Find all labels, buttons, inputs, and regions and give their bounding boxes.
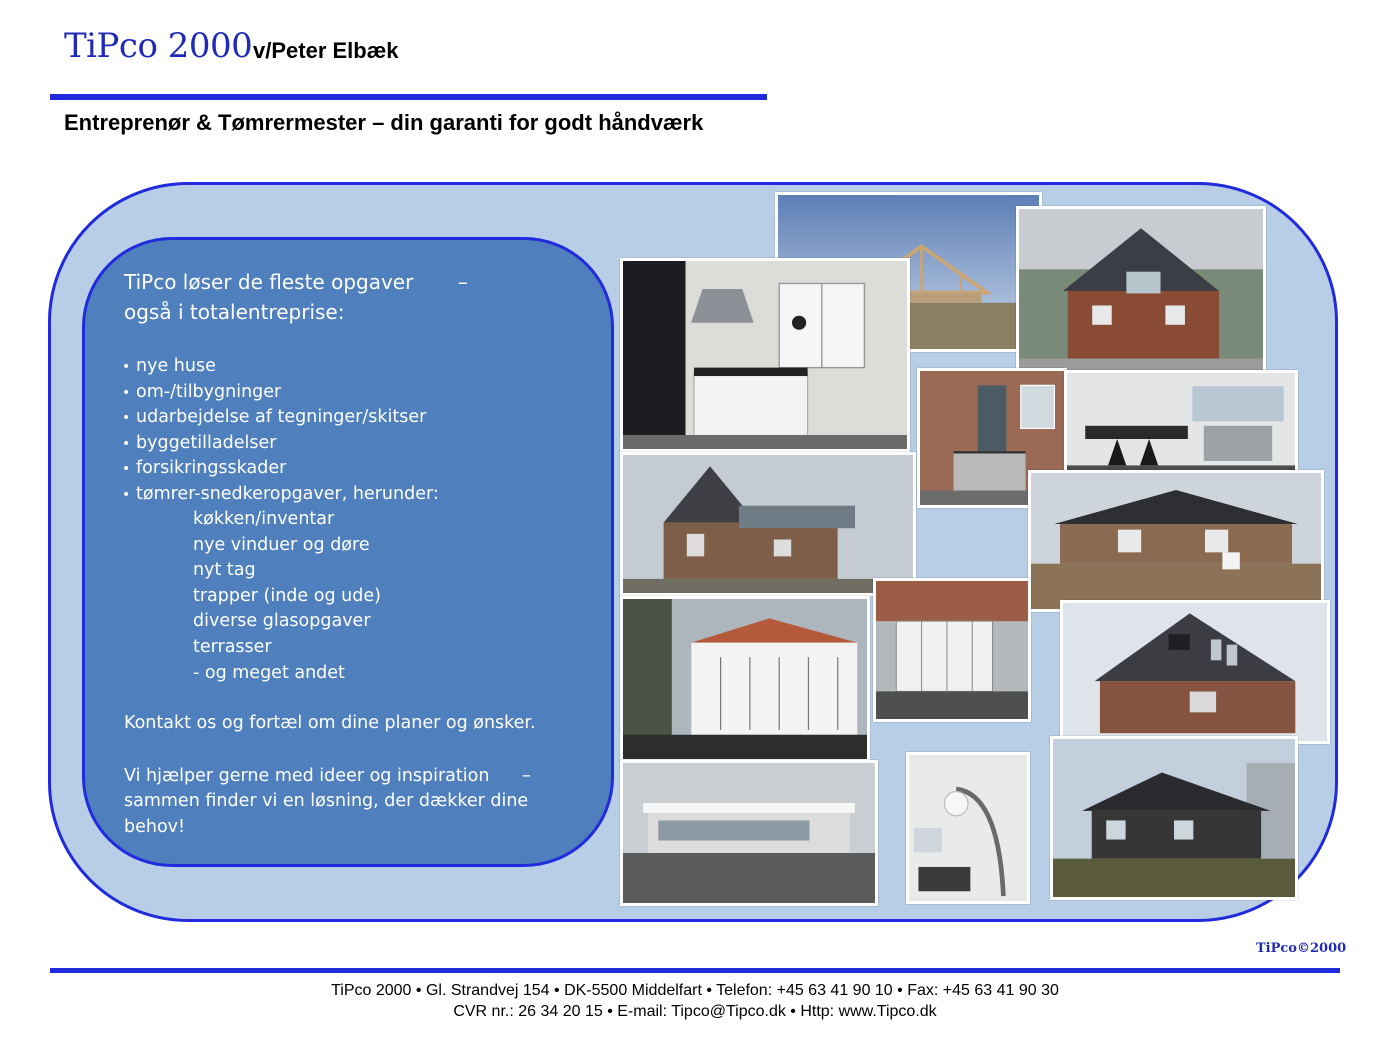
help-line-3: behov! — [124, 817, 186, 837]
photo-kitchen — [620, 258, 910, 452]
company-logo: TiPco 2000 — [64, 26, 253, 66]
photo-sunroom — [620, 596, 870, 762]
bullet-icon: • — [122, 410, 131, 427]
bullet-icon: • — [122, 435, 131, 452]
photo-flat-building — [620, 760, 878, 906]
owner-name: v/Peter Elbæk — [253, 38, 399, 63]
photo-house-skylights — [1060, 600, 1330, 744]
intro-dash: – — [458, 270, 468, 294]
help-line-1: Vi hjælper gerne med ideer og inspiration — [124, 766, 490, 786]
service-item: • tømrer-snedkeropgaver, herunder: — [122, 482, 439, 508]
subservice-item: nye vinduer og døre — [193, 534, 370, 555]
footer-address: TiPco 2000 • Gl. Strandvej 154 • DK-5500 Middelfart • Telefon: +45 63 41 90 10 • Fax: +45 63 41 90 30 — [331, 982, 1059, 999]
service-item: • byggetilladelser — [122, 431, 439, 457]
service-item: • om-/tilbygninger — [122, 380, 439, 406]
intro-line-2: også i totalentreprise: — [124, 300, 345, 324]
footer-small-logo: TiPco©2000 — [1256, 941, 1347, 956]
subservice-item: diverse glasopgaver — [193, 611, 371, 632]
bullet-icon: • — [122, 461, 131, 478]
subservices-list — [193, 507, 381, 686]
photo-house-dormer — [620, 452, 916, 596]
intro-line-1: TiPco løser de fleste opgaver — [124, 270, 414, 294]
service-item: • forsikringsskader — [122, 456, 439, 482]
subservice-item: nyt tag — [193, 560, 256, 581]
bullet-icon: • — [122, 384, 131, 401]
help-dash: – — [522, 766, 531, 786]
services-list — [122, 354, 439, 508]
footer-divider — [50, 968, 1340, 973]
subservice-item: terrasser — [193, 636, 272, 657]
photo-conservatory — [873, 578, 1031, 722]
subservice-item: trapper (inde og ude) — [193, 585, 381, 606]
header-divider — [50, 94, 767, 100]
subservice-item: køkken/inventar — [193, 509, 335, 529]
bullet-icon: • — [122, 359, 131, 375]
photo-modern-kitchen — [1064, 370, 1298, 486]
help-line-2: sammen finder vi en løsning, der dækker dine — [124, 791, 529, 811]
photo-summer-house — [1050, 736, 1298, 900]
service-item: • udarbejdelse af tegninger/skitser — [122, 405, 439, 431]
footer-contact: CVR nr.: 26 34 20 15 • E-mail: Tipco@Tipco.dk • Http: www.Tipco.dk — [453, 1003, 937, 1020]
subservice-item: - og meget andet — [193, 662, 345, 683]
photo-brick-house — [1016, 206, 1266, 376]
bullet-icon: • — [122, 486, 131, 503]
tagline: Entreprenør & Tømrermester – din garanti for godt håndværk — [64, 110, 704, 135]
photo-interior-stairs — [906, 752, 1030, 904]
photo-new-house-sign — [1028, 470, 1324, 612]
service-item: • nye huse — [122, 354, 439, 380]
contact-text: Kontakt os og fortæl om dine planer og ønsker. — [124, 713, 536, 733]
